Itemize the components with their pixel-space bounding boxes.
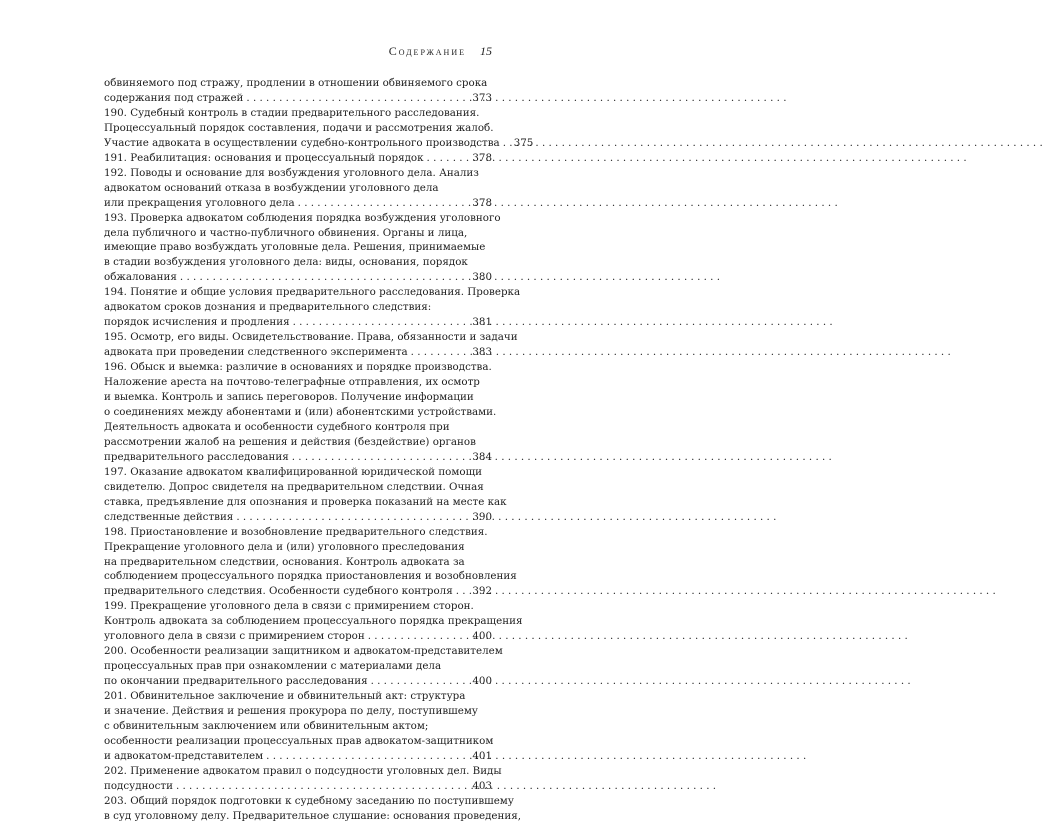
toc-page-number: 380 [472,271,492,284]
toc-line-text: 201. Обвинительное заключение и обвинительный акт: структура [104,690,466,703]
toc-line [104,540,492,555]
toc-line [104,614,523,629]
toc-line-text: 192. Поводы и основание для возбуждения уголовного дела. Анализ [104,166,479,179]
toc-line-text: и значение. Действия и решения прокурора по делу, поступившему [104,705,478,718]
dot-leader [368,629,470,644]
toc-line-text: 196. Обыск и выемка: различие в основаниях и порядке производства. [104,361,492,374]
dot-leader [371,674,470,689]
toc-line-text: Деятельность адвоката и особенности судебного контроля при [104,420,450,433]
toc-line [104,749,492,764]
toc-line [104,584,492,599]
toc-line [104,151,492,166]
toc-line-text: Наложение ареста на почтово-телеграфные отправления, их осмотр [104,376,480,389]
toc-line-text: соблюдением процессуального порядка приостановления и возобновления [104,570,517,583]
dot-leader [266,749,469,764]
toc-line-text: ставка, предъявление для опознания и проверка показаний на месте как [104,495,507,508]
toc-line [104,255,492,270]
toc-line [104,360,492,375]
toc-line [104,779,492,794]
toc-page-number: 373 [472,91,492,104]
toc-line-text: и адвокатом-представителем [104,749,264,762]
toc-line-text: в суд уголовному делу. Предварительное слушание: основания проведения, [104,809,522,822]
toc-line-text: 193. Проверка адвокатом соблюдения порядка возбуждения уголовного [104,211,501,224]
toc-line [104,420,492,435]
toc-line [104,315,492,330]
toc-line [104,659,492,674]
toc-line-text: о соединениях между абонентами и (или) абонентскими устройствами. [104,405,497,418]
toc-line-text: уголовного дела в связи с примирением сторон [104,630,365,643]
dot-leader [292,450,470,465]
toc-line [104,300,492,315]
toc-line [104,794,514,809]
toc-line [104,375,492,390]
toc-page-number: 400 [472,630,492,643]
toc-line-text: адвокатом сроков дознания и предварительного следствия: [104,301,432,314]
page-number: 15 [480,44,492,58]
toc-line [104,435,492,450]
table-of-contents [104,76,534,824]
toc-line [104,629,492,644]
toc-line [104,196,492,211]
toc-line-text: обвиняемого под стражу, продлении в отношении обвиняемого срока [104,77,488,89]
toc-line-text: 197. Оказание адвокатом квалифицированной юридической помощи [104,465,483,478]
toc-line [104,405,497,420]
toc-line-text: следственные действия [104,510,234,523]
dot-leader [180,270,469,285]
toc-line-text: содержания под стражей [104,91,244,104]
toc-page-number: 378 [472,151,492,164]
toc-line [104,644,503,659]
toc-line [104,121,492,136]
toc-line-text: подсудности [104,779,173,792]
toc-line [104,809,522,824]
toc-line-text: 194. Понятие и общие условия предварительного расследования. Проверка [104,286,521,299]
toc-page-number: 403 [472,779,492,792]
toc-line-text: обжалования [104,271,177,284]
toc-line-text: в стадии возбуждения уголовного дела: виды, основания, порядок [104,256,468,269]
toc-line [104,480,492,495]
dot-leader [236,510,469,525]
toc-page-number: 384 [472,450,492,463]
dot-leader [293,315,470,330]
toc-line [104,345,492,360]
toc-line-text: или прекращения уголовного дела [104,196,295,209]
toc-line-text: 198. Приостановление и возобновление предварительного следствия. [104,525,488,538]
dot-leader [298,196,470,211]
toc-line-text: Процессуальный порядок составления, подачи и рассмотрения жалоб. [104,121,494,134]
toc-page-number: 401 [472,749,492,762]
toc-line-text: адвокатом оснований отказа в возбуждении уголовного дела [104,181,439,194]
toc-line [104,181,492,196]
toc-line-text: с обвинительным заключением или обвинительным актом; [104,719,429,732]
dot-leader [176,779,469,794]
toc-page-number: 378 [472,196,492,209]
toc-line [104,569,517,584]
toc-line [104,555,492,570]
toc-line [104,689,492,704]
toc-line-text: 199. Прекращение уголовного дела в связи с примирением сторон. [104,600,474,613]
toc-page-number: 400 [472,675,492,688]
toc-line-text: адвоката при проведении следственного эксперимента [104,346,408,359]
toc-line [104,76,492,91]
toc-line-text: 195. Осмотр, его виды. Освидетельствование. Права, обязанности и задачи [104,331,518,344]
toc-line-text: процессуальных прав при ознакомлении с материалами дела [104,660,442,673]
toc-line [104,704,492,719]
header-title: Содержание [388,44,466,58]
toc-line [104,599,492,614]
toc-line [104,285,521,300]
toc-line-text: предварительного следствия. Особенности судебного контроля [104,585,453,598]
toc-line-text: Участие адвоката в осуществлении судебно-контрольного производства [104,136,500,149]
dot-leader [503,136,511,151]
toc-line [104,764,502,779]
dot-leader [427,151,470,166]
toc-line [104,719,492,734]
toc-line [104,136,534,151]
toc-line-text: свидетелю. Допрос свидетеля на предварительном следствии. Очная [104,480,484,493]
toc-line [104,211,501,226]
dot-leader [456,584,470,599]
dot-leader [246,91,469,106]
toc-line-text: 202. Применение адвокатом правил о подсудности уголовных дел. Виды [104,764,502,777]
toc-line [104,106,492,121]
toc-line-text: особенности реализации процессуальных прав адвокатом-защитником [104,734,494,747]
running-header [104,44,492,59]
toc-line-text: 203. Общий порядок подготовки к судебному заседанию по поступившему [104,794,514,807]
toc-line-text: 190. Судебный контроль в стадии предварительного расследования. [104,106,480,119]
toc-page-number: 375 [513,136,534,149]
toc-line-text: 191. Реабилитация: основания и процессуальный порядок [104,151,424,164]
toc-line [104,390,492,405]
toc-line [104,240,492,255]
toc-line [104,510,492,525]
toc-line-text: дела публичного и частно-публичного обвинения. Органы и лица, [104,226,468,239]
toc-page-number: 381 [472,316,492,329]
toc-line [104,495,507,510]
toc-line-text: рассмотрении жалоб на решения и действия (бездействие) органов [104,435,476,448]
toc-line-text: Прекращение уголовного дела и (или) уголовного преследования [104,540,465,553]
toc-line-text: 200. Особенности реализации защитником и адвокатом-представителем [104,645,503,658]
dot-leader [411,345,470,360]
toc-line [104,465,492,480]
toc-line [104,91,492,106]
toc-line [104,270,492,285]
toc-line-text: по окончании предварительного расследования [104,675,368,688]
toc-line-text: на предварительном следствии, основания. Контроль адвоката за [104,555,465,568]
toc-line [104,734,492,749]
toc-line [104,226,492,241]
toc-page-number: 392 [472,585,492,598]
toc-line-text: предварительного расследования [104,450,289,463]
toc-line [104,525,492,540]
toc-line [104,330,518,345]
toc-line [104,166,492,181]
toc-line-text: порядок исчисления и продления [104,316,290,329]
toc-line [104,674,492,689]
toc-line-text: и выемка. Контроль и запись переговоров. Получение информации [104,391,474,404]
toc-line [104,450,492,465]
toc-line-text: имеющие право возбуждать уголовные дела. Решения, принимаемые [104,241,486,254]
toc-page-number: 383 [472,346,492,359]
toc-line-text: Контроль адвоката за соблюдением процессуального порядка прекращения [104,615,523,628]
toc-page-number: 390 [472,510,492,523]
